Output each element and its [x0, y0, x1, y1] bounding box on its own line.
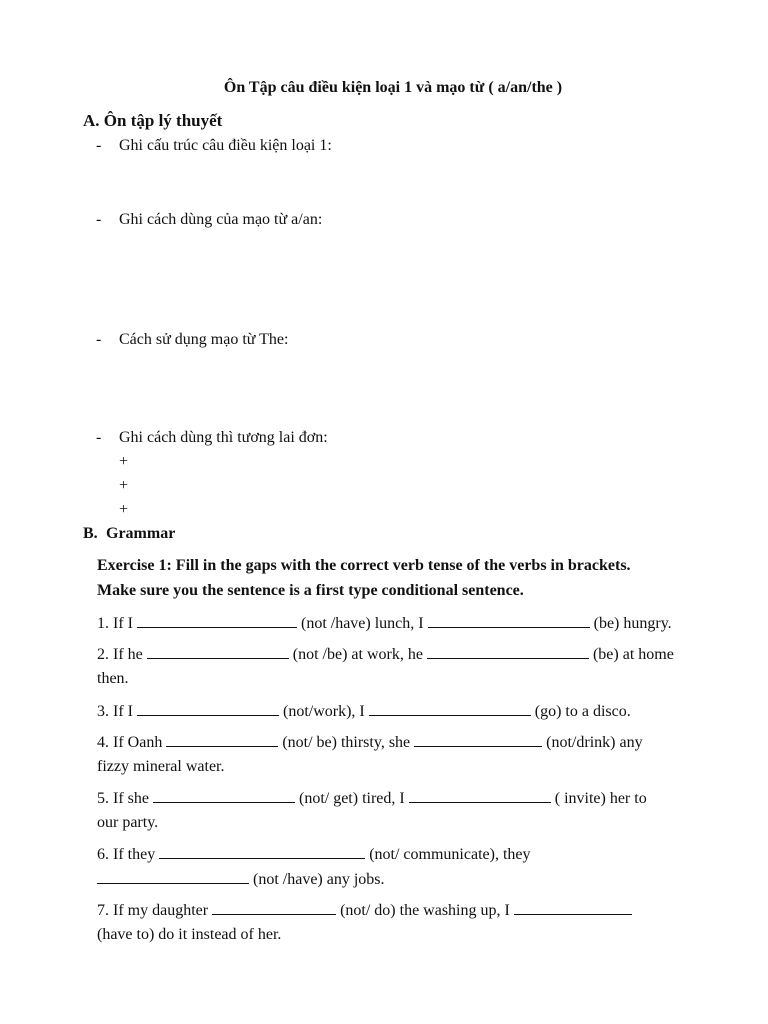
- bullet-dash: -: [96, 137, 102, 154]
- section-b-title: Grammar: [106, 525, 176, 542]
- plus-item: +: [119, 477, 129, 494]
- item-text: If I: [113, 703, 133, 720]
- exercise-item-4-continuation: fizzy mineral water.: [97, 758, 225, 775]
- item-text: (not /have) any jobs.: [253, 871, 385, 888]
- section-b-number: B.: [83, 525, 98, 542]
- item-text: If Oanh: [113, 734, 163, 751]
- item-text: (not/ get) tired, I: [298, 790, 405, 807]
- bullet-conditional-structure: [96, 137, 332, 155]
- bullet-article-the: [96, 331, 288, 349]
- answer-blank[interactable]: [166, 733, 278, 747]
- answer-blank[interactable]: [428, 614, 590, 628]
- exercise-item-2-continuation: then.: [97, 670, 129, 687]
- item-text: If she: [113, 790, 149, 807]
- item-text: (go) to a disco.: [534, 703, 631, 720]
- item-text: If they: [113, 846, 156, 863]
- item-text: (not/ do) the washing up, I: [340, 902, 510, 919]
- exercise-item-6: [97, 845, 530, 864]
- item-number: 1.: [97, 615, 109, 632]
- bullet-dash: -: [96, 429, 102, 446]
- exercise-item-5-continuation: our party.: [97, 814, 159, 831]
- section-a-heading: A. Ôn tập lý thuyết: [83, 111, 223, 130]
- answer-blank[interactable]: [97, 870, 249, 884]
- item-text: (be) at home: [592, 646, 674, 663]
- plus-item: +: [119, 453, 129, 470]
- exercise-item-7: [97, 901, 632, 920]
- answer-blank[interactable]: [137, 702, 279, 716]
- item-text: (not/ communicate), they: [369, 846, 531, 863]
- exercise-item-4: [97, 733, 643, 752]
- item-text: (be) hungry.: [593, 615, 672, 632]
- exercise-item-5: [97, 789, 647, 808]
- document-title: Ôn Tập câu điều kiện loại 1 và mạo từ ( a/an/the ): [223, 79, 563, 96]
- item-number: 3.: [97, 703, 109, 720]
- item-text: (not/work), I: [282, 703, 365, 720]
- bullet-future-simple: [96, 429, 328, 447]
- exercise-1-instruction-line1: Exercise 1: Fill in the gaps with the correct verb tense of the verbs in brackets.: [97, 557, 631, 574]
- exercise-item-6-continuation: [97, 870, 385, 889]
- item-number: 4.: [97, 734, 109, 751]
- exercise-item-7-continuation: (have to) do it instead of her.: [97, 926, 282, 943]
- exercise-item-3: [97, 702, 631, 721]
- answer-blank[interactable]: [147, 645, 289, 659]
- bullet-text: Cách sử dụng mạo từ The:: [119, 331, 289, 348]
- item-text: If I: [113, 615, 133, 632]
- answer-blank[interactable]: [212, 901, 336, 915]
- answer-blank[interactable]: [159, 845, 365, 859]
- answer-blank[interactable]: [153, 789, 295, 803]
- answer-blank[interactable]: [409, 789, 551, 803]
- item-text: ( invite) her to: [554, 790, 647, 807]
- item-number: 5.: [97, 790, 109, 807]
- item-text: (not/ be) thirsty, she: [282, 734, 411, 751]
- bullet-article-a-an: [96, 211, 322, 229]
- answer-blank[interactable]: [427, 645, 589, 659]
- exercise-item-2: [97, 645, 674, 664]
- item-text: If my daughter: [113, 902, 209, 919]
- plus-item: +: [119, 501, 129, 518]
- answer-blank[interactable]: [369, 702, 531, 716]
- item-text: (not/drink) any: [546, 734, 643, 751]
- item-number: 2.: [97, 646, 109, 663]
- bullet-text: Ghi cách dùng thì tương lai đơn:: [119, 429, 328, 446]
- exercise-item-1: [97, 614, 672, 633]
- item-text: (not /have) lunch, I: [300, 615, 424, 632]
- answer-blank[interactable]: [137, 614, 297, 628]
- bullet-text: Ghi cấu trúc câu điều kiện loại 1:: [119, 137, 332, 154]
- answer-blank[interactable]: [514, 901, 632, 915]
- item-text: (not /be) at work, he: [292, 646, 423, 663]
- bullet-dash: -: [96, 331, 102, 348]
- exercise-1-instruction-line2: Make sure you the sentence is a first type conditional sentence.: [97, 582, 524, 599]
- item-text: If he: [113, 646, 143, 663]
- bullet-dash: -: [96, 211, 102, 228]
- item-number: 6.: [97, 846, 109, 863]
- item-number: 7.: [97, 902, 109, 919]
- answer-blank[interactable]: [414, 733, 542, 747]
- bullet-text: Ghi cách dùng của mạo từ a/an:: [119, 211, 323, 228]
- section-b-heading: [83, 525, 175, 543]
